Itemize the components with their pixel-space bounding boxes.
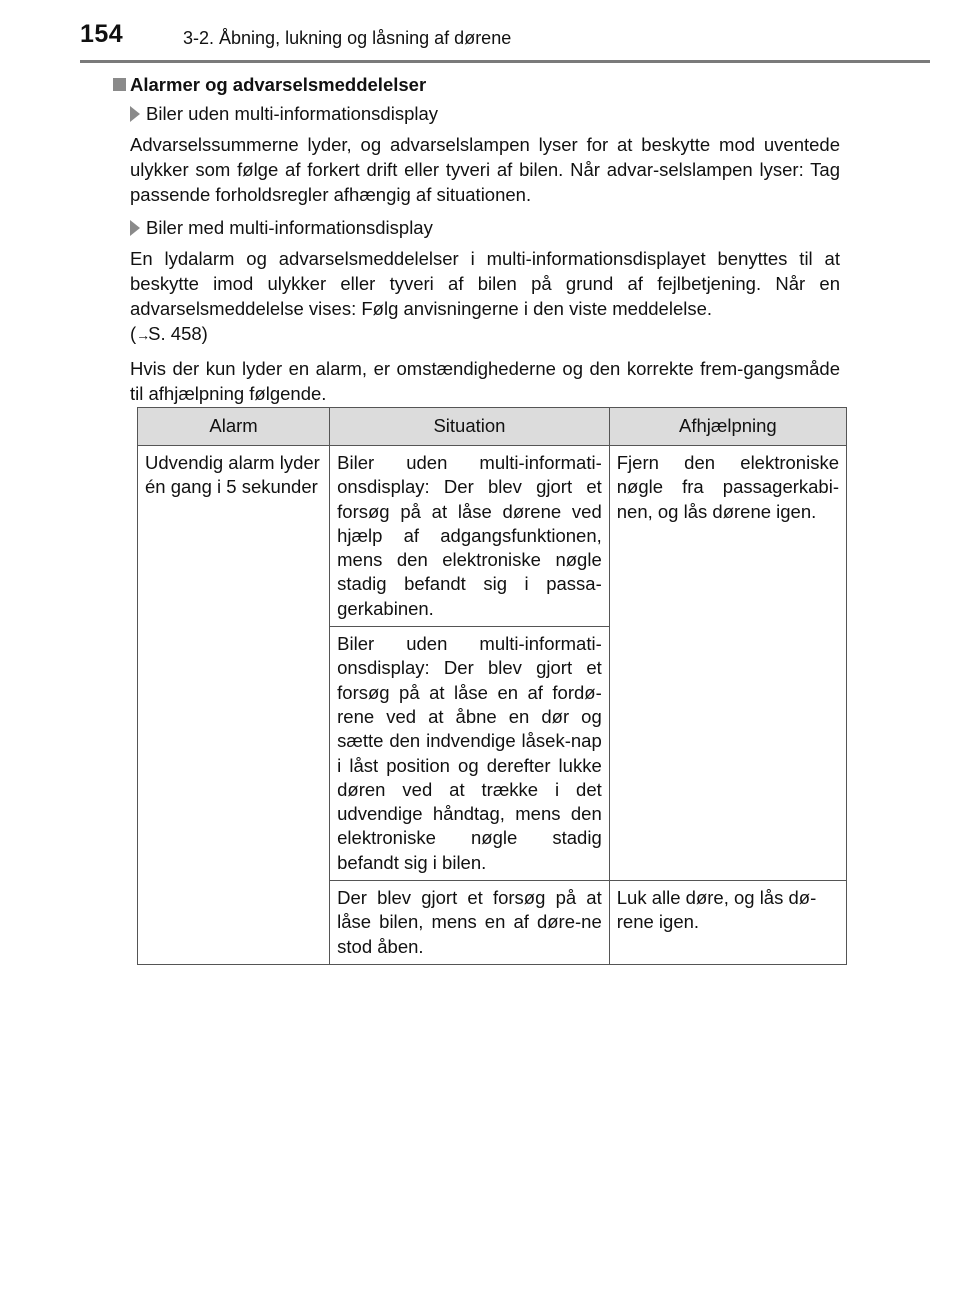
- paragraph-no-display: Advarselssummerne lyder, og advarselslampen lyser for at beskytte mod uventede ulykker som følge af forkert drift eller tyveri af bilen. Når advar-selslampen lyser: Tag passende forholdsregler afhængig af situationen.: [130, 134, 840, 205]
- chapter-title: 3-2. Åbning, lukning og låsning af dørene: [183, 28, 512, 48]
- triangle-bullet-icon: [130, 220, 140, 236]
- section-heading: [113, 72, 840, 97]
- subsection-heading-with-display: [113, 215, 840, 240]
- header-situation: Situation: [330, 408, 610, 446]
- page-number: 154: [80, 20, 124, 48]
- table-row: [138, 446, 847, 627]
- ref-paren: (: [130, 323, 137, 344]
- paragraph-text: En lydalarm og advarselsmeddelelser i multi-informationsdisplayet benyttes til at beskytte imod ulykker eller tyveri af bilen på grund af fejlbetjening. Når en advarselsmeddelelse vises: Følg anvisningerne i den viste meddelelse.: [130, 248, 840, 319]
- subsection-title: Biler med multi-informationsdisplay: [146, 217, 433, 238]
- triangle-bullet-icon: [130, 106, 140, 122]
- square-bullet-icon: [113, 78, 126, 91]
- arrow-right-icon: →: [136, 327, 151, 343]
- header-divider: [80, 60, 930, 63]
- alarm-cell: Udvendig alarm lyder én gang i 5 sekunder: [138, 446, 330, 965]
- situation-cell: Der blev gjort et forsøg på at låse bilen, mens en af døre-ne stod åben.: [330, 881, 610, 965]
- paragraph-with-display: [113, 246, 840, 348]
- subsection-title: Biler uden multi-informationsdisplay: [146, 103, 439, 124]
- remedy-cell: Fjern den elektroniske nøgle fra passagerkabi-nen, og lås dørene igen.: [609, 446, 846, 881]
- table-header-row: [138, 408, 847, 446]
- situation-cell: Biler uden multi-informati-onsdisplay: Der blev gjort et forsøg på at låse dørene ved hjælp af adgangsfunktionen, mens den elektroniske nøgle stadig befandt sig i passa-gerkabinen.: [330, 446, 610, 627]
- page-header: [0, 0, 960, 64]
- section-title: Alarmer og advarselsmeddelelser: [130, 74, 427, 95]
- header-remedy: Afhjælpning: [609, 408, 846, 446]
- situation-cell: Biler uden multi-informati-onsdisplay: Der blev gjort et forsøg på at låse en af fordø-rene ved at åbne en dør og sætte den indvendige låsek-nap i låst position og derefter lukke døren ved at trække i det udvendige håndtag, mens den elektroniske nøgle stadig befandt sig i bilen.: [330, 627, 610, 881]
- subsection-heading-no-display: [113, 101, 840, 126]
- remedy-cell: Luk alle døre, og lås dø-rene igen.: [609, 881, 846, 965]
- ref-text: S. 458): [148, 323, 208, 344]
- paragraph-alarm-intro: Hvis der kun lyder en alarm, er omstændighederne og den korrekte frem-gangsmåde til afhjælpning følgende.: [130, 358, 840, 404]
- header-alarm: Alarm: [138, 408, 330, 446]
- main-content: [113, 70, 840, 406]
- page-reference[interactable]: [130, 323, 208, 344]
- alarm-table: [137, 407, 847, 965]
